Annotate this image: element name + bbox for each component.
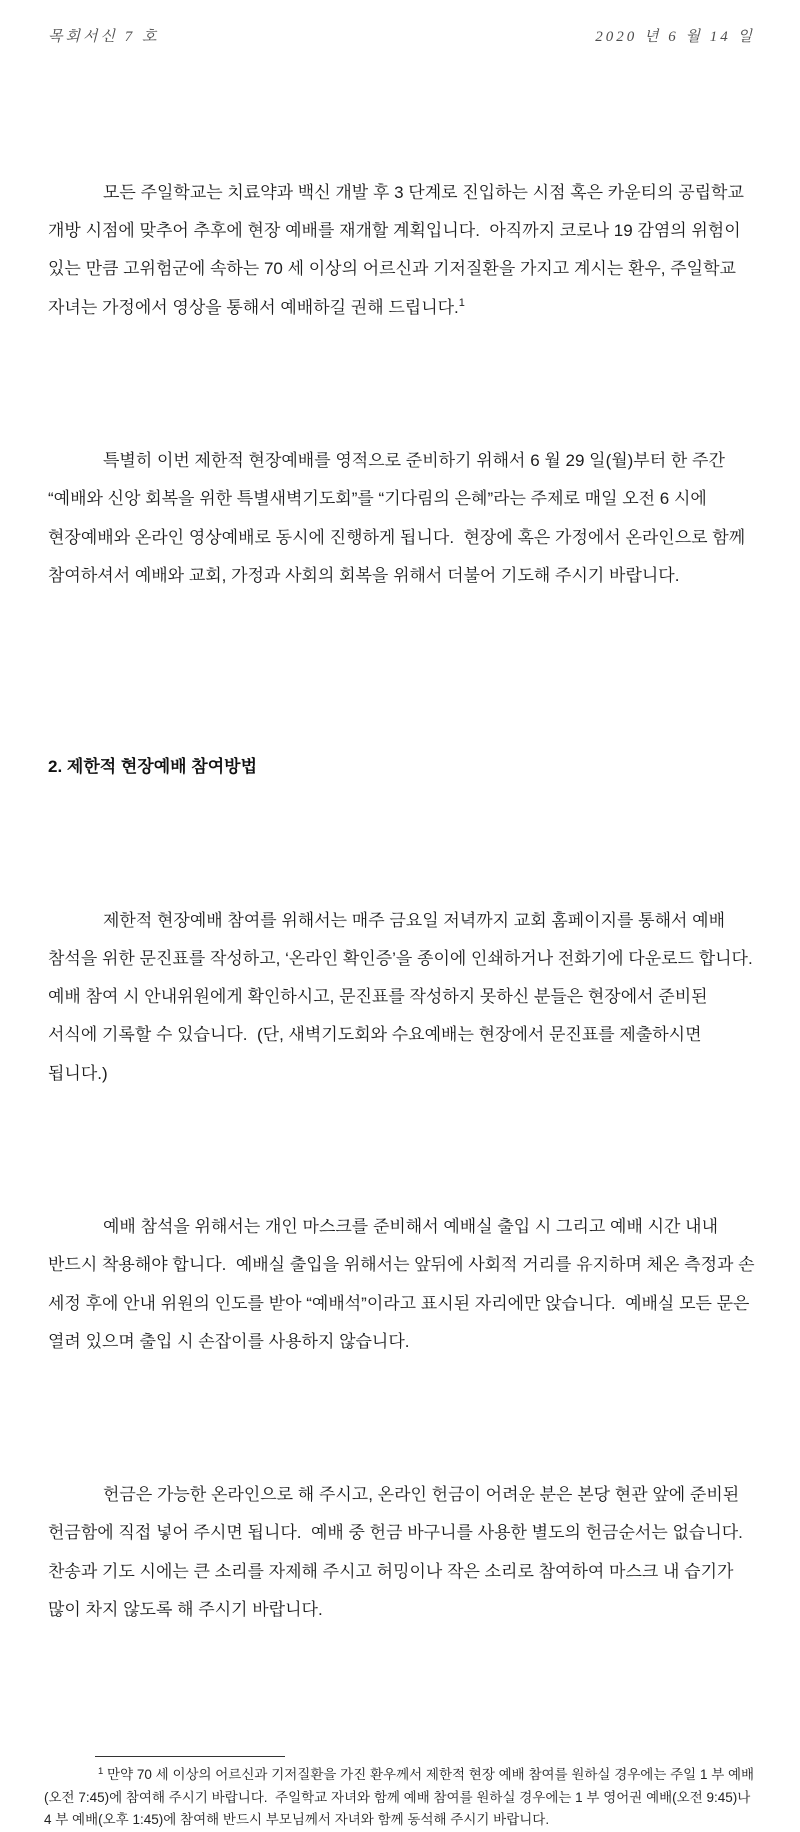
paragraph-text: 헌금은 가능한 온라인으로 해 주시고, 온라인 헌금이 어려운 분은 본당 현관 앞에 준비된 헌금함에 직접 넣어 주시면 됩니다. 예배 중 헌금 바구니를 사용한 별도의 헌금순서는 없습니다. 찬송과 기도 시에는 큰 소리를 자제해 주시고 허밍이나 작은 소리로 참여하여 마스크 내 습기가 많이 차지 않도록 해 주시기 바랍니다. bbox=[48, 1484, 753, 1619]
paragraph-text: 제한적 현장예배 참여를 위해서는 매주 금요일 저녁까지 교회 홈페이지를 통해서 예배 참석을 위한 문진표를 작성하고, ‘온라인 확인증’을 종이에 인쇄하거나 전화기에 다운로드 합니다. 예배 참여 시 안내위원에게 확인하시고, 문진표를 작성하지 못하신 분들은 현장에서 준비된 서식에 기록할 수 있습니다. (단, 새벽기도회와 수요예배는 현장에서 문진표를 제출하시면 됩니다.) bbox=[48, 910, 763, 1083]
document-body bbox=[48, 59, 763, 1744]
paragraph-special-dawn-prayer bbox=[48, 442, 755, 595]
paragraph-text: 모든 주일학교는 치료약과 백신 개발 후 3 단계로 진입하는 시점 혹은 카운티의 공립학교 개방 시점에 맞추어 추후에 현장 예배를 재개할 계획입니다. 아직까지 코로나 19 감염의 위험이 있는 만큼 고위험군에 속하는 70 세 이상의 어르신과 기저질환을 가지고 계시는 환우, 주일학교 자녀는 가정에서 영상을 통해서 예배하길 권해 드립니다. bbox=[48, 182, 749, 317]
section-heading-participation-method: 2. 제한적 현장예배 참여방법 bbox=[48, 757, 257, 777]
page-header bbox=[48, 26, 755, 48]
paragraph-mask-seating bbox=[48, 1208, 760, 1361]
footnote-separator bbox=[95, 1756, 285, 1757]
paragraph-reopening-plan bbox=[48, 174, 755, 327]
footnote-marker: 1 bbox=[98, 1766, 104, 1778]
issue-date: 2020 년 6 월 14 일 bbox=[595, 29, 755, 45]
paragraph-text: 특별히 이번 제한적 현장예배를 영적으로 준비하기 위해서 6 월 29 일(월)부터 한 주간 “예배와 신앙 회복을 위한 특별새벽기도회”를 “기다림의 은혜”라는 주제로 매일 오전 6 시에 현장예배와 온라인 영상예배로 동시에 진행하게 됩니다. 현장에 혹은 가정에서 온라인으로 함께 참여하셔서 예배와 교회, 가정과 사회의 회복을 위해서 더불어 기도해 주시기 바랍니다. bbox=[48, 450, 750, 585]
footnote-text: 만약 70 세 이상의 어르신과 기저질환을 가진 환우께서 제한적 현장 예배 참여를 원하실 경우에는 주일 1 부 예배(오전 7:45)에 참여해 주시기 바랍니다. 주일학교 자녀와 함께 예배 참여를 원하실 경우에는 1 부 영어권 예배(오전 9:45)나 4 부 예배(오후 1:45)에 참여해 반드시 부모님께서 자녀와 함께 동석해 주시기 바랍니다. bbox=[44, 1767, 755, 1828]
footnote-area bbox=[44, 1756, 755, 1832]
paragraph-offering-singing bbox=[48, 1476, 755, 1629]
newsletter-title: 목회서신 7 호 bbox=[48, 29, 160, 45]
footnote-reference: 1 bbox=[458, 296, 465, 309]
paragraph-questionnaire bbox=[48, 902, 763, 1093]
paragraph-text: 예배 참석을 위해서는 개인 마스크를 준비해서 예배실 출입 시 그리고 예배 시간 내내 반드시 착용해야 합니다. 예배실 출입을 위해서는 앞뒤에 사회적 거리를 유지하며 체온 측정과 손 세정 후에 안내 위원의 인도를 받아 “예배석”이라고 표시된 자리에만 앉습니다. 예배실 모든 문은 열려 있으며 출입 시 손잡이를 사용하지 않습니다. bbox=[48, 1216, 760, 1351]
footnote-text-block bbox=[44, 1764, 755, 1832]
